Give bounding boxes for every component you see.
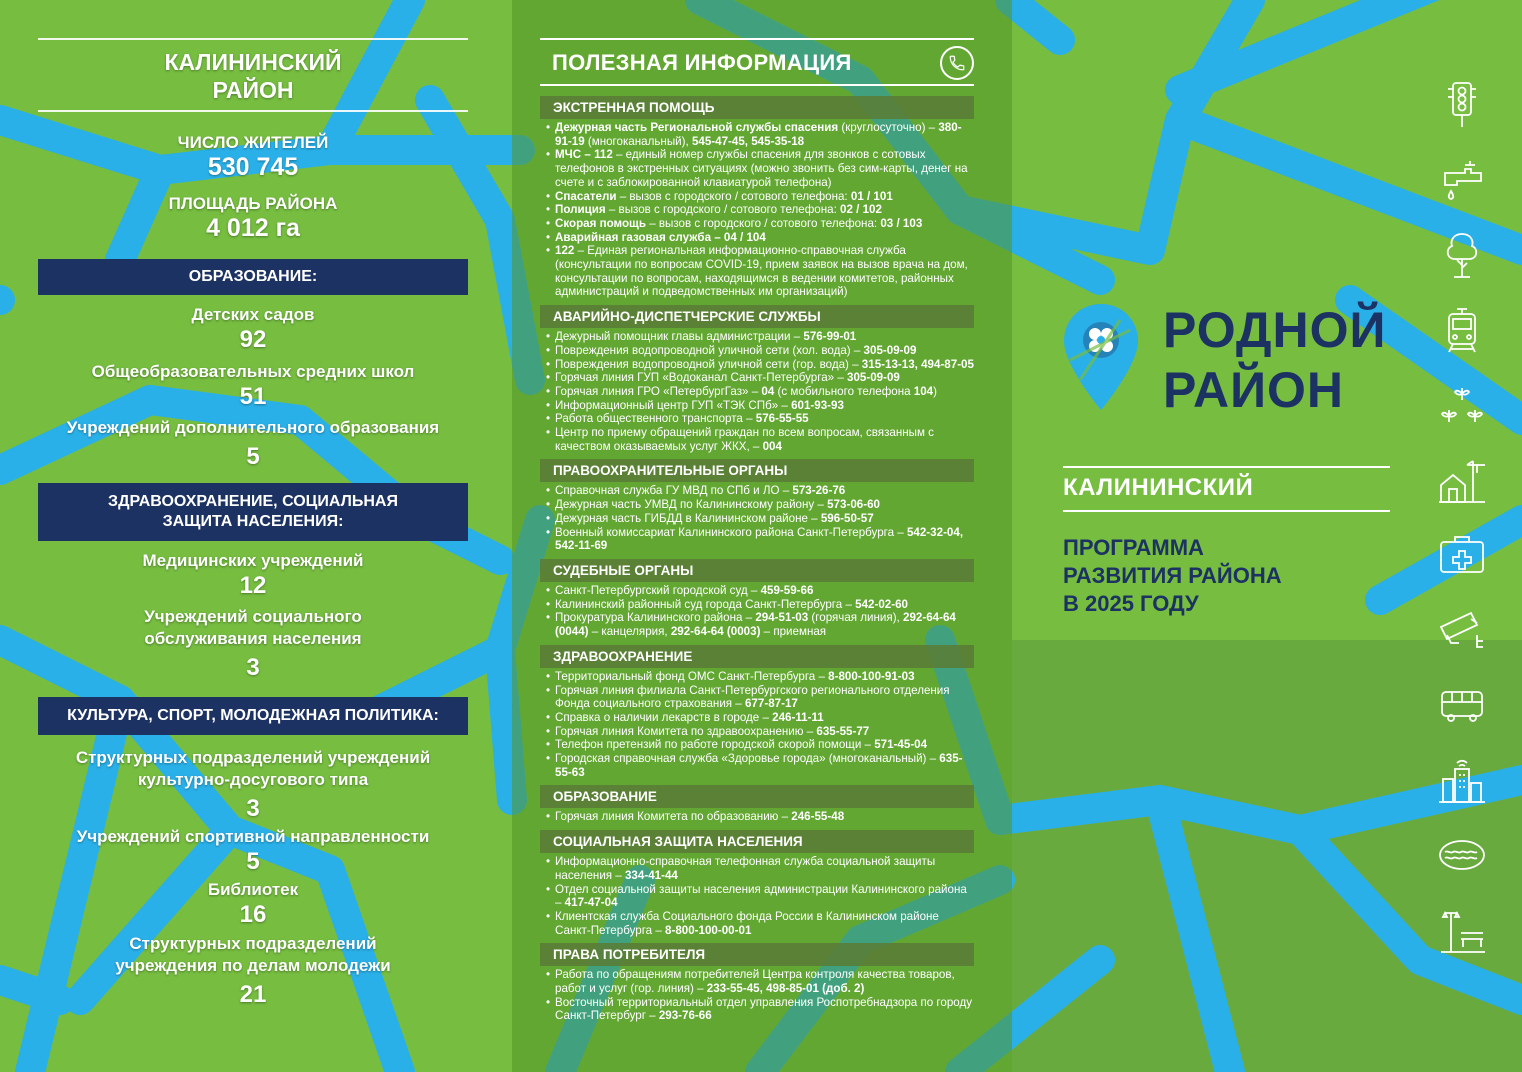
law-list	[540, 484, 974, 553]
icon-column	[1432, 80, 1492, 980]
courts-list	[540, 584, 974, 639]
healthcare-list	[540, 670, 974, 780]
pond-icon	[1437, 830, 1487, 880]
section-courts: СУДЕБНЫЕ ОРГАНЫ	[540, 559, 974, 582]
list-item: • Дежурная часть УМВД по Калининскому району – 573-06-60	[555, 498, 974, 512]
map-pin-logo-icon	[1060, 300, 1142, 415]
tram-icon	[1437, 305, 1487, 355]
list-item: • Информационный центр ГУП «ТЭК СПб» – 601-93-93	[555, 399, 974, 413]
water-tap-icon	[1437, 155, 1487, 205]
divider	[38, 38, 468, 40]
education-header: ОБРАЗОВАНИЕ:	[38, 259, 468, 295]
culture-item: Структурных подразделений учреждения по делам молодежи 21	[115, 934, 391, 1008]
list-item: • Клиентская служба Социального фонда России в Калининском районе Санкт-Петербурга – 8-800-100-00-01	[555, 910, 974, 937]
street-lamp-bench-icon	[1437, 905, 1487, 955]
divider	[1063, 510, 1390, 512]
list-item: • Горячая линия ГУП «Водоканал Санкт-Петербурга» – 305-09-09	[555, 371, 974, 385]
city-buildings-icon	[1437, 755, 1487, 805]
list-item: • Отдел социальной защиты населения администрации Калининского района – 417-47-04	[555, 883, 974, 910]
list-item: • Дежурная часть Региональной службы спасения (круглосуточно) – 380-91-19 (многоканальный), 545-47-45, 545-35-18	[555, 121, 974, 148]
section-law-enforcement: ПРАВООХРАНИТЕЛЬНЫЕ ОРГАНЫ	[540, 459, 974, 482]
dispatch-list	[540, 330, 974, 453]
list-item: • Телефон претензий по работе городской скорой помощи – 571-45-04	[555, 738, 974, 752]
list-item: • Работа общественного транспорта – 576-55-55	[555, 412, 974, 426]
education-item: Учреждений дополнительного образования 5	[66, 418, 440, 470]
district-stats-panel	[38, 38, 468, 1009]
health-header: ЗДРАВООХРАНЕНИЕ, СОЦИАЛЬНАЯ ЗАЩИТА НАСЕЛЕНИЯ:	[38, 483, 468, 541]
program-title: ПРОГРАММА РАЗВИТИЯ РАЙОНА В 2025 ГОДУ	[1063, 535, 1282, 616]
bus-icon	[1437, 680, 1487, 730]
list-item: • Аварийная газовая служба – 04 / 104	[555, 231, 974, 245]
culture-item: Библиотек 16	[207, 880, 299, 928]
list-item: • Справка о наличии лекарств в городе – 246-11-11	[555, 711, 974, 725]
list-item: • Санкт-Петербургский городской суд – 459-59-66	[555, 584, 974, 598]
list-item: • Горячая линия филиала Санкт-Петербургского регионального отделения Фонда социального страхования – 677-87-17	[555, 684, 974, 711]
list-item: • Восточный территориальный отдел управления Роспотребнадзора по городу Санкт-Петербург – 293-76-66	[555, 996, 974, 1023]
list-item: • Работа по обращениям потребителей Центра контроля качества товаров, работ и услуг (гор. линия) – 233-55-45, 498-85-01 (доб. 2)	[555, 968, 974, 995]
list-item: • Скорая помощь – вызов с городского / сотового телефона: 03 / 103	[555, 217, 974, 231]
useful-info-panel	[540, 38, 974, 1023]
section-consumer-rights: ПРАВА ПОТРЕБИТЕЛЯ	[540, 943, 974, 966]
useful-info-title: ПОЛЕЗНАЯ ИНФОРМАЦИЯ	[552, 50, 852, 75]
list-item: • Повреждения водопроводной уличной сети (гор. вода) – 315-13-13, 494-87-05	[555, 358, 974, 372]
social-list	[540, 855, 974, 937]
section-healthcare: ЗДРАВООХРАНЕНИЕ	[540, 645, 974, 668]
construction-crane-icon	[1437, 455, 1487, 505]
section-education: ОБРАЗОВАНИЕ	[540, 785, 974, 808]
residents-stat: ЧИСЛО ЖИТЕЛЕЙ 530 745	[177, 133, 329, 181]
brand-title: РОДНОЙ РАЙОН	[1163, 302, 1387, 418]
section-social-protection: СОЦИАЛЬНАЯ ЗАЩИТА НАСЕЛЕНИЯ	[540, 830, 974, 853]
health-item: Учреждений социального обслуживания населения 3	[144, 607, 362, 681]
list-item: • Территориальный фонд ОМС Санкт-Петербурга – 8-800-100-91-03	[555, 670, 974, 684]
section-emergency: ЭКСТРЕННАЯ ПОМОЩЬ	[540, 96, 974, 119]
first-aid-kit-icon	[1437, 530, 1487, 580]
security-camera-icon	[1437, 605, 1487, 655]
education-list	[540, 810, 974, 824]
list-item: • Горячая линия ГРО «ПетербургГаз» – 04 (с мобильного телефона 104)	[555, 385, 974, 399]
traffic-light-icon	[1437, 80, 1487, 130]
list-item: • Повреждения водопроводной уличной сети (хол. вода) – 305-09-09	[555, 344, 974, 358]
section-dispatch: АВАРИЙНО-ДИСПЕТЧЕРСКИЕ СЛУЖБЫ	[540, 305, 974, 328]
list-item: • МЧС – 112 – единый номер службы спасения для звонков с сотовых телефонов в экстренных ситуациях (можно звонить без сим-карты, денег на счете и с заблокированной клавиатурой телефона)	[555, 148, 974, 189]
cover-district-name: КАЛИНИНСКИЙ	[1063, 474, 1254, 501]
list-item: • Горячая линия Комитета по здравоохранению – 635-55-77	[555, 725, 974, 739]
list-item: • Дежурный помощник главы администрации – 576-99-01	[555, 330, 974, 344]
list-item: • Информационно-справочная телефонная служба социальной защиты населения – 334-41-44	[555, 855, 974, 882]
list-item: • Городская справочная служба «Здоровье города» (многоканальный) – 635-55-63	[555, 752, 974, 779]
divider	[1063, 466, 1390, 468]
list-item: • Справочная служба ГУ МВД по СПб и ЛО – 573-26-76	[555, 484, 974, 498]
culture-item: Структурных подразделений учреждений культурно-досугового типа 3	[75, 748, 431, 822]
list-item: • Центр по приему обращений граждан по всем вопросам, связанным с качеством оказываемых услуг ЖКХ, – 004	[555, 426, 974, 453]
education-item: Общеобразовательных средних школ 51	[91, 362, 415, 410]
health-item: Медицинских учреждений 12	[142, 551, 364, 599]
culture-item: Учреждений спортивной направленности 5	[76, 827, 430, 875]
list-item: • Спасатели – вызов с городского / сотового телефона: 01 / 101	[555, 190, 974, 204]
list-item: • 122 – Единая региональная информационно-справочная служба (консультации по вопросам COVID-19, прием заявок на вызов врача на дом, консультации по вопросам, находящимся в ведении комитетов, районных администраций и подведомственных им организаций)	[555, 244, 974, 299]
list-item: • Горячая линия Комитета по образованию – 246-55-48	[555, 810, 974, 824]
culture-header: КУЛЬТУРА, СПОРТ, МОЛОДЕЖНАЯ ПОЛИТИКА:	[38, 697, 468, 735]
list-item: • Прокуратура Калининского района – 294-51-03 (горячая линия), 292-64-64 (0044) – канцелярия, 292-64-64 (0003) – приемная	[555, 611, 974, 638]
emergency-list	[540, 121, 974, 299]
tree-icon	[1437, 230, 1487, 280]
consumer-list	[540, 968, 974, 1023]
list-item: • Военный комиссариат Калининского района Санкт-Петербурга – 542-32-04, 542-11-69	[555, 526, 974, 553]
education-item: Детских садов 92	[191, 305, 315, 353]
list-item: • Дежурная часть ГИБДД в Калининском районе – 596-50-57	[555, 512, 974, 526]
area-stat: ПЛОЩАДЬ РАЙОНА 4 012 га	[168, 194, 338, 242]
useful-info-header	[540, 38, 974, 86]
list-item: • Полиция – вызов с городского / сотового телефона: 02 / 102	[555, 203, 974, 217]
district-title: КАЛИНИНСКИЙ РАЙОН	[164, 49, 342, 103]
divider	[38, 110, 468, 112]
phone-icon	[940, 46, 974, 80]
sprouts-icon	[1437, 380, 1487, 430]
list-item: • Калининский районный суд города Санкт-Петербурга – 542-02-60	[555, 598, 974, 612]
